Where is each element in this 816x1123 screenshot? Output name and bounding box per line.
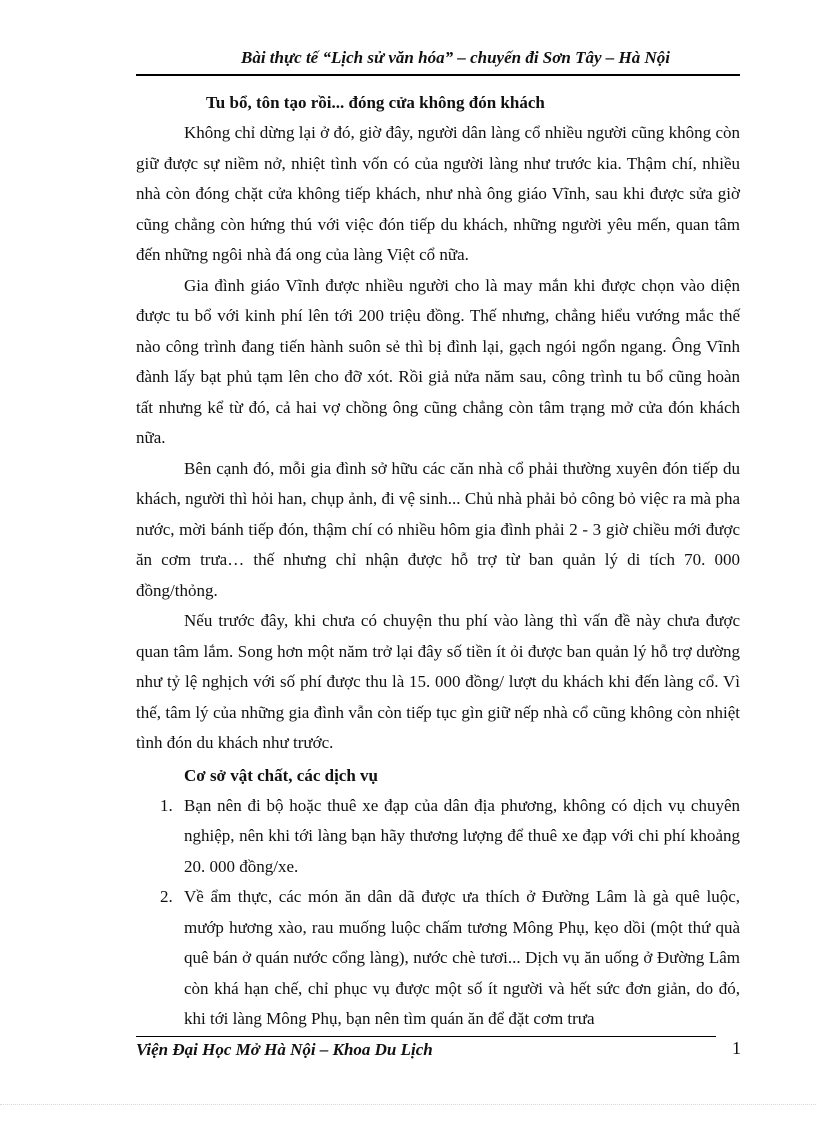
header-title: Bài thực tế “Lịch sử văn hóa” – chuyến đi Sơn Tây – Hà Nội	[240, 48, 670, 67]
list-item	[136, 882, 740, 1035]
paragraph: Bên cạnh đó, mỗi gia đình sở hữu các căn nhà cổ phải thường xuyên đón tiếp du khách, người thì hỏi han, chụp ảnh, đi vệ sinh... Chủ nhà phải bỏ công bỏ việc ra mà pha nước, mời bánh tiếp đón, thậm chí có nhiều hôm gia đình phải 2 - 3 giờ chiều mới được ăn cơm trưa… thế nhưng chỉ nhận được hỗ trợ từ ban quản lý di tích 70. 000 đồng/thỏng.	[136, 458, 740, 600]
footer-divider	[136, 1036, 716, 1037]
page-header	[136, 44, 740, 76]
paragraph: Không chỉ dừng lại ở đó, giờ đây, người dân làng cổ nhiều người cũng không còn giữ được sự niềm nở, nhiệt tình vốn có của người làng như trước kia. Thậm chí, nhiều nhà còn đóng chặt cửa không tiếp khách, như nhà ông giáo Vĩnh, sau khi được sửa giờ cũng chẳng còn hứng thú với việc đón tiếp du khách, những người yêu mến, quan tâm đến những ngôi nhà đá ong của làng Việt cổ nữa.	[136, 123, 740, 264]
list-item-number: 1.	[160, 795, 173, 815]
document-body	[136, 88, 740, 1035]
paragraph: Gia đình giáo Vĩnh được nhiều người cho là may mắn khi được chọn vào diện được tu bổ với kinh phí lên tới 200 triệu đồng. Thế nhưng, chẳng hiểu vướng mắc thế nào công trình đang tiến hành suôn sẻ thì bị đình lại, gạch ngói ngổn ngang. Ông Vĩnh đành lấy bạt phủ tạm lên cho đỡ xót. Rồi giả nửa năm sau, công trình tu bổ cũng hoàn tất nhưng kể từ đó, cả hai vợ chồng ông cũng chẳng còn tâm trạng mở cửa đón khách nữa.	[136, 275, 740, 447]
footer-text: Viện Đại Học Mở Hà Nội – Khoa Du Lịch	[136, 1040, 433, 1059]
list-item-text: Về ẩm thực, các món ăn dân dã được ưa thích ở Đường Lâm là gà quê luộc, mướp hương xào, rau muống luộc chấm tương Mông Phụ, kẹo dồi (một thứ quà quê bán ở quán nước cổng làng), nước chè tươi... Dịch vụ ăn uống ở Đường Lâm còn khá hạn chế, chỉ phục vụ được một số ít người và hết sức đơn giản, do đó, khi tới làng Mông Phụ, bạn nên tìm quán ăn để đặt cơm trưa	[184, 887, 740, 1028]
section-heading-restoration: Tu bổ, tôn tạo rồi... đóng cửa không đón khách	[206, 93, 545, 112]
services-list	[136, 791, 740, 1035]
page-edge-divider	[0, 1104, 816, 1105]
list-item-number: 2.	[160, 887, 173, 906]
page-footer	[136, 1038, 740, 1062]
paragraph: Nếu trước đây, khi chưa có chuyện thu phí vào làng thì vấn đề này chưa được quan tâm lắm. Song hơn một năm trở lại đây số tiền ít ỏi được ban quản lý hỗ trợ dường như tỷ lệ nghịch với số phí được thu là 15. 000 đồng/ lượt du khách khi đến làng cổ. Vì thế, tâm lý của những gia đình vẫn còn tiếp tục gìn giữ nếp nhà cổ cũng không còn nhiệt tình đón du khách như trước.	[136, 611, 740, 752]
section-heading-services: Cơ sở vật chất, các dịch vụ	[184, 765, 379, 785]
page-number: 1	[732, 1038, 741, 1058]
list-item	[136, 791, 740, 883]
list-item-text: Bạn nên đi bộ hoặc thuê xe đạp của dân địa phương, không có dịch vụ chuyên nghiệp, nên khi tới làng bạn hãy thương lượng để thuê xe đạp với chi phí khoảng 20. 000 đồng/xe.	[184, 795, 740, 876]
